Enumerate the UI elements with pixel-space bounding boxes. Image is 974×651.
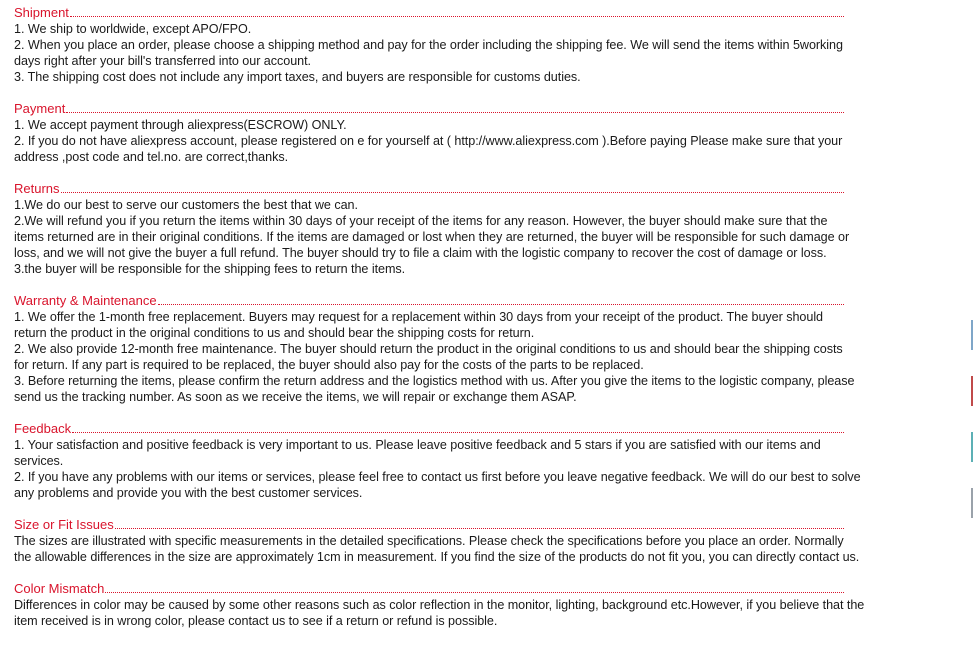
body-line: return the product in the original conditions to us and should bear the shipping costs for return. (14, 326, 535, 340)
section-heading: Payment (14, 101, 66, 116)
section-heading: Shipment (14, 5, 69, 20)
section-heading: Returns (14, 181, 60, 196)
body-line: items returned are in their original conditions. If the items are damaged or lost when they are returned, the buyer will be responsible for such damage or (14, 230, 850, 244)
body-line: 1. We offer the 1-month free replacement. Buyers may request for a replacement within 30 days from your receipt of the product. The buyer should (14, 310, 824, 324)
section-heading-row (14, 181, 844, 197)
body-line: 2. When you place an order, please choose a shipping method and pay for the order including the shipping fee. We will send the items within 5working (14, 38, 843, 52)
body-line: 3. The shipping cost does not include any import taxes, and buyers are responsible for customs duties. (14, 70, 581, 84)
dotted-leader (61, 182, 844, 193)
section-shipment (14, 5, 972, 85)
section-heading-row (14, 517, 844, 533)
body-line: for return. If any part is required to be replaced, the buyer should also pay for the costs of the parts to be replaced. (14, 358, 644, 372)
dotted-leader (115, 518, 844, 529)
dotted-leader (72, 422, 844, 433)
section-size-fit (14, 517, 972, 565)
body-line: 3.the buyer will be responsible for the shipping fees to return the items. (14, 262, 406, 276)
section-returns (14, 181, 972, 277)
body-line: 2. If you have any problems with our items or services, please feel free to contact us first before you leave negative feedback. We will do our best to solve (14, 470, 861, 484)
section-heading-row (14, 581, 844, 597)
body-line: 2. We also provide 12-month free maintenance. The buyer should return the product in the original conditions to us and should bear the shipping costs (14, 342, 843, 356)
body-line: The sizes are illustrated with specific measurements in the detailed specifications. Please check the specifications before you place an order. Normally (14, 534, 844, 548)
body-line: 1. We ship to worldwide, except APO/FPO. (14, 22, 252, 36)
body-line: address ,post code and tel.no. are correct,thanks. (14, 150, 289, 164)
section-payment (14, 101, 972, 165)
section-heading: Color Mismatch (14, 581, 105, 596)
edge-mark (971, 320, 973, 350)
body-line: 2.We will refund you if you return the items within 30 days of your receipt of the items for any reason. However, the buyer should make sure that the (14, 214, 828, 228)
body-line: days right after your bill's transferred into our account. (14, 54, 312, 68)
body-line: the allowable differences in the size are approximately 1cm in measurement. If you find the size of the products do not fit you, you can directly contact us. (14, 550, 860, 564)
body-line: 3. Before returning the items, please confirm the return address and the logistics method with us. After you give the items to the logistic company, please (14, 374, 855, 388)
body-line: 1.We do our best to serve our customers the best that we can. (14, 198, 358, 212)
dotted-leader (70, 6, 844, 17)
section-heading: Size or Fit Issues (14, 517, 114, 532)
section-heading: Feedback (14, 421, 72, 436)
section-feedback (14, 421, 972, 501)
section-heading-row (14, 293, 844, 309)
section-color-mismatch (14, 581, 972, 629)
section-heading: Warranty & Maintenance (14, 293, 157, 308)
body-line: 2. If you do not have aliexpress account, please registered on e for yourself at ( http://www.aliexpress.com ).Before paying Please make sure that your (14, 134, 843, 148)
body-line: any problems and provide you with the best customer services. (14, 486, 363, 500)
section-heading-row (14, 421, 844, 437)
section-warranty-maintenance (14, 293, 972, 405)
body-line: item received is in wrong color, please contact us to see if a return or refund is possible. (14, 614, 498, 628)
body-line: services. (14, 454, 64, 468)
edge-mark (971, 432, 973, 462)
dotted-leader (66, 102, 844, 113)
section-heading-row (14, 101, 844, 117)
body-line: loss, and we will not give the buyer a full refund. The buyer should try to file a claim with the logistic company to recover the cost of damage or loss. (14, 246, 827, 260)
body-line: 1. Your satisfaction and positive feedback is very important to us. Please leave positive feedback and 5 stars if you are satisfied with our items and (14, 438, 821, 452)
section-heading-row (14, 5, 844, 21)
dotted-leader (105, 582, 844, 593)
body-line: Differences in color may be caused by some other reasons such as color reflection in the monitor, lighting, background etc.However, if you believe that the (14, 598, 865, 612)
edge-mark (971, 488, 973, 518)
edge-mark (971, 376, 973, 406)
body-line: send us the tracking number. As soon as we receive the items, we will repair or exchange them ASAP. (14, 390, 577, 404)
body-line: 1. We accept payment through aliexpress(ESCROW) ONLY. (14, 118, 347, 132)
dotted-leader (158, 294, 844, 305)
